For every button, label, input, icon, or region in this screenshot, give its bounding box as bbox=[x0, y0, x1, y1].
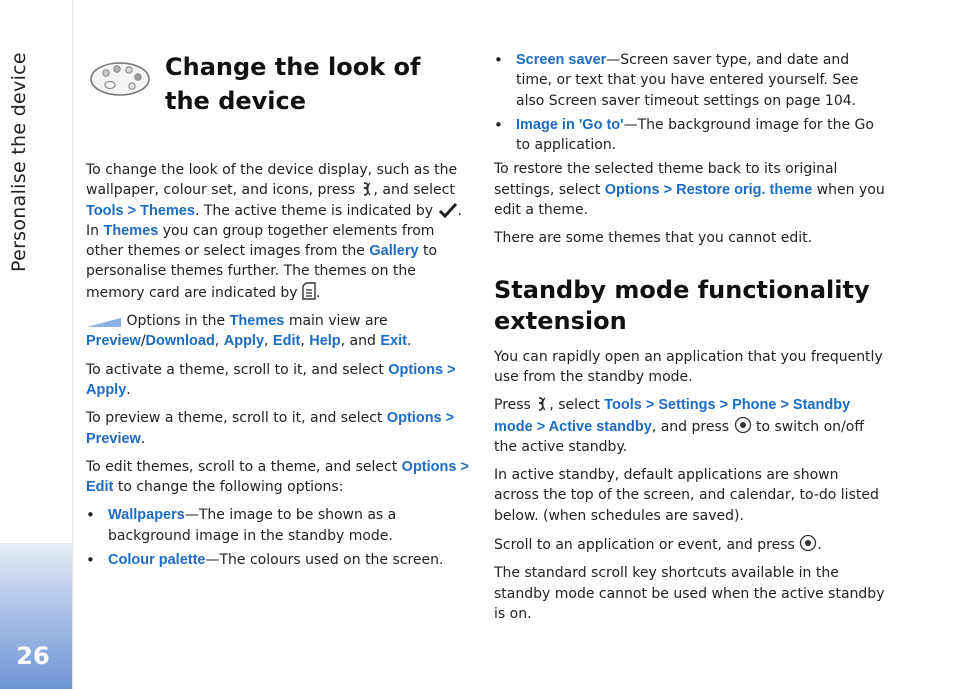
tip-icon bbox=[86, 314, 122, 328]
edit-paragraph: To edit themes, scroll to a theme, and select Options > Edit to change the following options: bbox=[86, 458, 469, 496]
list-item: • Colour palette—The colours used on the screen. bbox=[86, 550, 470, 570]
options-paragraph: Options in the Themes main view are Preview/Download, Apply, Edit, Help, and Exit. bbox=[86, 313, 412, 350]
list-item: • Screen saver—Screen saver type, and date and time, or text that you have entered yourself. See also Screen saver timeout settings on page 104. bbox=[494, 50, 886, 111]
memory-card-icon bbox=[302, 282, 316, 300]
active-standby-paragraph: In active standby, default applications are shown across the top of the screen, and calendar, to-do listed below. (when schedules are saved). bbox=[494, 467, 879, 524]
theme-options-list bbox=[86, 505, 470, 570]
restore-paragraph: To restore the selected theme back to its original settings, select Options > Restore orig. theme when you edit a theme. bbox=[494, 161, 885, 219]
standby-press-paragraph: Press , select Tools > Settings > Phone > Standby mode > Active standby, and press to switch on/off the active standby. bbox=[494, 397, 864, 455]
standby-intro-paragraph: You can rapidly open an application that you frequently use from the standby mode. bbox=[494, 348, 883, 385]
palette-icon bbox=[88, 58, 152, 100]
joystick-icon bbox=[799, 534, 817, 552]
section-title-vertical: Personalise the device bbox=[8, 52, 30, 272]
preview-paragraph: To preview a theme, scroll to it, and select Options > Preview. bbox=[86, 410, 455, 447]
section-heading-change-look: Change the look of the device bbox=[165, 53, 421, 115]
joystick-icon bbox=[734, 416, 752, 434]
scroll-paragraph: Scroll to an application or event, and press . bbox=[494, 534, 886, 555]
list-item: • Wallpapers—The image to be shown as a background image in the standby mode. bbox=[86, 505, 470, 546]
right-column bbox=[494, 50, 886, 632]
page-number: 26 bbox=[16, 642, 50, 670]
theme-options-list-continued bbox=[494, 50, 886, 155]
section-heading-standby: Standby mode functionality extension bbox=[494, 275, 870, 335]
activate-paragraph: To activate a theme, scroll to it, and select Options > Apply. bbox=[86, 361, 456, 398]
menu-key-icon bbox=[535, 396, 549, 412]
no-edit-paragraph: There are some themes that you cannot edit. bbox=[494, 230, 813, 247]
list-item: • Image in 'Go to'—The background image for the Go to application. bbox=[494, 115, 886, 156]
intro-paragraph: To change the look of the device display, such as the wallpaper, colour set, and icons, press , and select Tools > Themes. The active theme is indicated by . In Themes you can group together elements from other themes or select images from the Gallery to personalise themes further. The themes on the memory card are indicated by . bbox=[86, 162, 462, 301]
sidebar bbox=[0, 0, 73, 689]
shortcuts-paragraph: The standard scroll key shortcuts available in the standby mode cannot be used when the active standby is on. bbox=[494, 565, 885, 622]
menu-key-icon bbox=[360, 181, 374, 197]
left-column bbox=[86, 160, 470, 574]
checkmark-icon bbox=[438, 202, 458, 218]
